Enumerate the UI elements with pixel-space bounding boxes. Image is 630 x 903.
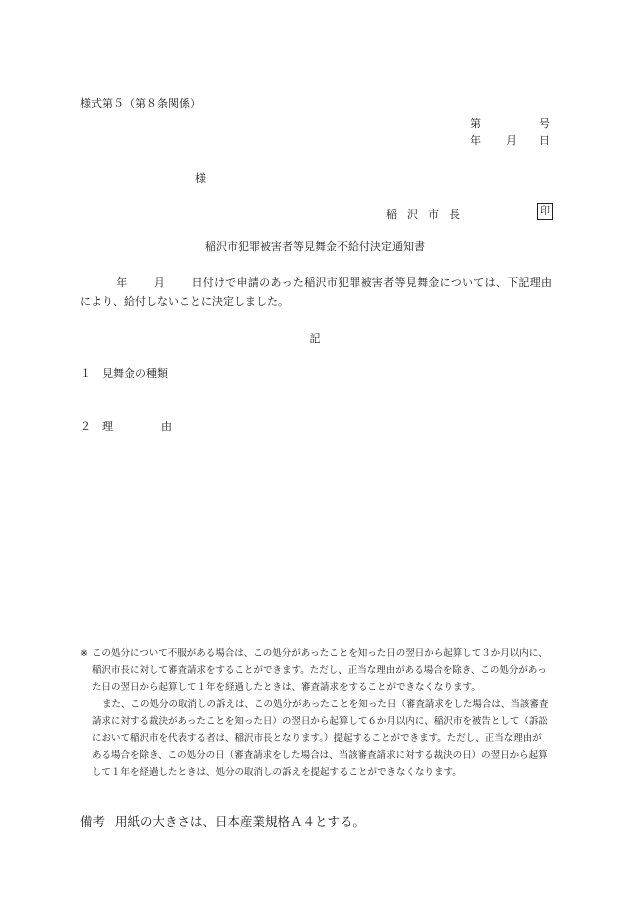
item-label: 見舞金の種類 xyxy=(102,367,168,380)
date-day: 日 xyxy=(539,134,550,147)
issue-date xyxy=(470,132,550,146)
item-label-a: 理 xyxy=(102,420,113,433)
appeal-notice xyxy=(80,645,550,781)
seal-mark: 印 xyxy=(537,203,553,220)
item-number: ２ xyxy=(80,420,91,433)
ki-heading: 記 xyxy=(309,332,321,345)
remarks-text: 用紙の大きさは、日本産業規格Ａ４とする。 xyxy=(115,814,366,829)
item-benefit-type xyxy=(80,365,168,381)
item-label-b: 由 xyxy=(161,420,172,433)
notice-para-2: また、この処分の取消しの訴えは、この処分があったことを知った日（審査請求をした場合は、当該審査請求に対する裁決があったことを知った日）の翌日から起算して６か月以内に、稲沢市を被告として（訴訟において稲沢市を代表する者は、稲沢市長となります。）提起することができます。ただし、正当な理由がある場合を除き、この処分の日（審査請求をした場合は、当該審査請求に対する裁決の日）の翌日から起算して１年を経過したときは、処分の取消しの訴えを提起することができなくなります。 xyxy=(92,699,549,778)
date-year: 年 xyxy=(470,134,481,147)
addressee-honorific: 様 xyxy=(195,172,206,185)
doc-number-prefix: 第 xyxy=(470,117,481,130)
notice-mark: ※ xyxy=(80,648,88,659)
doc-number-suffix: 号 xyxy=(539,117,550,130)
body-paragraph xyxy=(80,273,552,311)
issuer-title: 稲沢市長 xyxy=(386,208,470,221)
item-number: １ xyxy=(80,367,91,380)
document-title: 稲沢市犯罪被害者等見舞金不給付決定通知書 xyxy=(205,240,425,253)
body-year: 年 xyxy=(116,276,128,289)
item-reason xyxy=(80,418,172,434)
document-number xyxy=(470,115,550,129)
form-number: 様式第５（第８条関係） xyxy=(80,97,201,110)
date-month: 月 xyxy=(506,134,517,147)
remarks-label: 備考 xyxy=(80,814,106,829)
body-month: 月 xyxy=(153,276,166,289)
notice-para-1: この処分について不服がある場合は、この処分があったことを知った日の翌日から起算して３か月以内に、稲沢市長に対して審査請求をすることができます。ただし、正当な理由がある場合を除き、この処分があった日の翌日から起算して１年を経過したときは、審査請求をすることができなくなります。 xyxy=(92,648,548,693)
body-text: 日付けで申請のあった稲沢市犯罪被害者等見舞金については、下記理由により、給付しないことに決定しました。 xyxy=(80,276,553,308)
remarks xyxy=(80,812,365,830)
